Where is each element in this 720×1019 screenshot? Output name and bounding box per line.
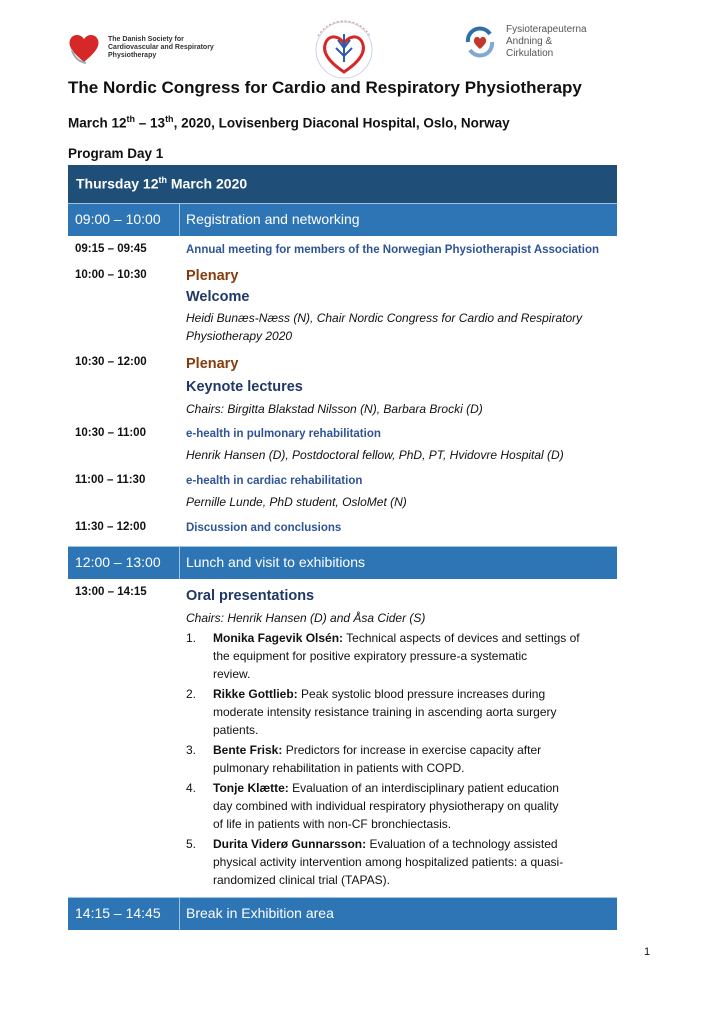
session-label: Lunch and visit to exhibitions <box>186 554 365 570</box>
presentation-list <box>186 629 617 889</box>
cycle-heart-icon <box>462 24 498 60</box>
list-item: 4. Tonje Klætte: Evaluation of an interdisciplinary patient education day combined with individual respiratory physiotherapy on quality of life in patients with non-CF bronchiectasis. <box>186 781 559 831</box>
session-time: 11:00 – 11:30 <box>75 474 146 486</box>
logo-bar <box>0 18 720 82</box>
session-title: Annual meeting for members of the Norwegian Physiotherapist Association <box>186 244 600 256</box>
list-item: 2. Rikke Gottlieb: Peak systolic blood pressure increases during moderate intensity resistance training in ascending aorta surgery patients. <box>186 687 557 737</box>
document-subtitle: March 12th – 13th, 2020, Lovisenberg Diaconal Hospital, Oslo, Norway <box>68 114 510 131</box>
discussion-row <box>68 520 617 544</box>
day-header: Thursday 12th March 2020 <box>68 165 617 203</box>
fysio-line-1: Fysioterapeuterna <box>506 24 587 35</box>
document-title: The Nordic Congress for Cardio and Respiratory Physiotherapy <box>68 78 582 97</box>
ehealth-cardiac-row <box>68 473 617 511</box>
session-time: 11:30 – 12:00 <box>75 521 146 533</box>
session-title: Discussion and conclusions <box>186 522 342 534</box>
session-title: e-health in cardiac rehabilitation <box>186 475 363 487</box>
session-speaker: Heidi Bunæs-Næss (N), Chair Nordic Congress for Cardio and Respiratory Physiotherapy 2020 <box>186 311 583 343</box>
session-chairs: Chairs: Henrik Hansen (D) and Åsa Cider (S) <box>186 611 426 625</box>
session-label: Break in Exhibition area <box>186 905 334 921</box>
program-label: Program Day 1 <box>68 146 164 161</box>
list-item: 1. Monika Fagevik Olsén: Technical aspects of devices and settings of the equipment for positive expiratory pressure-a systematic review. <box>186 631 580 681</box>
danish-society-name: The Danish Society for Cardiovascular and Respiratory Physiotherapy <box>108 36 214 59</box>
session-speaker: Henrik Hansen (D), Postdoctoral fellow, PhD, PT, Hvidovre Hospital (D) <box>186 448 564 462</box>
session-heading: Welcome <box>186 289 250 305</box>
keynote-row <box>68 353 617 418</box>
program-table <box>68 165 617 930</box>
session-type: Plenary <box>186 356 239 372</box>
session-chairs: Chairs: Birgitta Blakstad Nilsson (N), Barbara Brocki (D) <box>186 402 483 416</box>
registration-row <box>68 203 617 236</box>
lunch-row <box>68 546 617 579</box>
list-item: 5. Durita Viderø Gunnarsson: Evaluation of a technology assisted physical activity intervention among hospitalized patients: a quasi- randomized clinical trial (TAPAS). <box>186 837 564 887</box>
session-label: Registration and networking <box>186 211 360 227</box>
session-time: 10:30 – 12:00 <box>75 356 147 368</box>
fysioterapeuterna-logo <box>462 24 587 60</box>
session-heading: Keynote lectures <box>186 379 303 395</box>
list-item: 3. Bente Frisk: Predictors for increase in exercise capacity after pulmonary rehabilitation in patients with COPD. <box>186 743 542 775</box>
session-time: 13:00 – 14:15 <box>75 586 147 598</box>
heart-icon <box>66 30 102 66</box>
fysio-line-3: Cirkulation <box>506 48 554 59</box>
session-speaker: Pernille Lunde, PhD student, OsloMet (N) <box>186 495 407 509</box>
session-time: 12:00 – 13:00 <box>68 547 180 579</box>
page-number: 1 <box>644 946 651 958</box>
ehealth-pulmonary-row <box>68 426 617 464</box>
oral-presentations-row <box>68 583 617 889</box>
danish-society-logo <box>66 30 228 66</box>
session-type: Plenary <box>186 268 239 284</box>
welcome-row <box>68 266 617 345</box>
nordic-congress-seal <box>304 18 384 82</box>
break-row <box>68 897 617 930</box>
session-time: 09:15 – 09:45 <box>75 243 147 255</box>
session-time: 10:00 – 10:30 <box>75 269 147 281</box>
session-time: 10:30 – 11:00 <box>75 427 146 439</box>
session-heading: Oral presentations <box>186 588 315 604</box>
session-time: 09:00 – 10:00 <box>68 204 180 236</box>
session-title: e-health in pulmonary rehabilitation <box>186 428 381 440</box>
annual-meeting-row <box>68 242 617 259</box>
session-time: 14:15 – 14:45 <box>68 898 180 930</box>
fysio-line-2: Andning & <box>506 36 553 47</box>
